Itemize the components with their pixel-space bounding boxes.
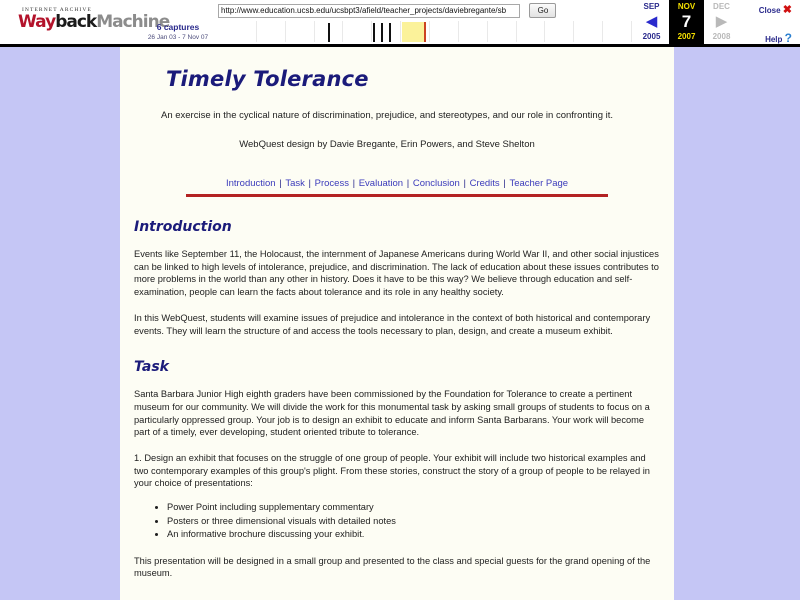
nav-link-teacher-page[interactable]: Teacher Page	[509, 178, 569, 189]
captures-date-range: 26 Jan 03 - 7 Nov 07	[147, 34, 209, 41]
capture-timeline[interactable]	[228, 21, 632, 46]
timeline-month-cell[interactable]	[228, 21, 257, 42]
introduction-paragraph-1: Events like September 11, the Holocaust, the internment of Japanese Americans during World War II, and other social injustices can be linked to high levels of intolerance, prejudice, and discrimination. The lack of education about these issues contributes to more problems in the world than any other in history. Does it have to be this way? We believe through education and self-examination, people can learn the facts about tolerance and its role in any healthy society.	[134, 249, 659, 298]
nav-separator: |	[305, 178, 314, 189]
wayback-wordmark	[18, 12, 170, 32]
close-icon[interactable]: ✖	[782, 4, 792, 16]
timeline-month-cell[interactable]	[430, 21, 459, 42]
previous-arrow-icon[interactable]: ◀	[645, 13, 658, 30]
url-input[interactable]	[218, 4, 520, 18]
previous-year-label: 2005	[642, 32, 661, 41]
nav-separator: |	[404, 178, 412, 189]
close-label: Close	[758, 6, 781, 15]
timeline-month-cell[interactable]	[574, 21, 603, 42]
wordmark-back: back	[55, 12, 97, 32]
previous-capture-nav[interactable]	[634, 0, 669, 44]
section-heading-introduction: Introduction	[134, 219, 232, 235]
introduction-paragraph-2: In this WebQuest, students will examine issues of prejudice and intolerance in the context of both historical and contemporary events. They will learn the structure of and access the tools necessary to plan, design, and create a museum exhibit.	[134, 312, 651, 336]
nav-link-process[interactable]: Process	[314, 178, 349, 189]
wordmark-machine: Machine	[96, 12, 170, 32]
task-presentation-options-list	[134, 501, 660, 542]
timeline-month-cell[interactable]	[459, 21, 488, 42]
nav-link-task[interactable]: Task	[285, 178, 305, 189]
wordmark-way: Way	[18, 12, 56, 32]
task-paragraph-1: Santa Barbara Junior High eighth graders have been commissioned by the Foundation for Tolerance to create a pertinent museum for our community. We will divide the work for this monumental task by asking small groups of students to focus on a particularly oppressed group. Your job is to design an exhibit to educate and inform Santa Barbarans. Your work will become part of a timely, ever developing, student oriented tribute to tolerance.	[134, 389, 650, 438]
nav-link-introduction[interactable]: Introduction	[225, 178, 276, 189]
help-icon[interactable]: ?	[784, 31, 792, 45]
page-subtitle: An exercise in the cyclical nature of discrimination, prejudice, and stereotypes, and our role in confronting it.	[160, 110, 613, 121]
url-bar-row	[218, 2, 556, 18]
nav-separator: |	[349, 178, 358, 189]
timeline-month-cell[interactable]	[603, 21, 632, 42]
previous-month-label: SEP	[643, 2, 660, 11]
task-paragraph-2: 1. Design an exhibit that focuses on the struggle of one group of people. Your exhibit will include two historical examples and two contemporary examples of this group's plight. From these stories, construct the story of a group of people to be relayed in your choice of presentations:	[134, 453, 650, 489]
page-title: Timely Tolerance	[166, 67, 369, 91]
next-capture-nav[interactable]	[704, 0, 739, 44]
nav-divider-rule	[186, 194, 608, 197]
close-toolbar-button[interactable]	[759, 3, 792, 16]
nav-link-conclusion[interactable]: Conclusion	[412, 178, 460, 189]
page-credit: WebQuest design by Davie Bregante, Erin Powers, and Steve Shelton	[239, 138, 535, 150]
task-trailing-paragraph: This presentation will be designed in a small group and presented to the class and special guests for the grand opening of the museum.	[134, 555, 651, 579]
help-label: Help	[765, 35, 783, 44]
wayback-machine-toolbar	[0, 0, 800, 47]
timeline-capture-tick[interactable]	[373, 23, 375, 42]
list-item: • An informative brochure discussing your exhibit.	[167, 528, 660, 542]
nav-separator: |	[276, 178, 285, 189]
nav-link-evaluation[interactable]: Evaluation	[358, 178, 404, 189]
timeline-month-cell[interactable]	[545, 21, 574, 42]
timeline-capture-tick[interactable]	[389, 23, 391, 42]
timeline-capture-tick[interactable]	[381, 23, 383, 42]
timeline-month-cell[interactable]	[343, 21, 372, 42]
captures-summary	[128, 22, 228, 43]
timeline-month-cell[interactable]	[488, 21, 517, 42]
list-item: • Power Point including supplementary commentary	[167, 501, 660, 515]
timeline-capture-tick[interactable]	[328, 23, 330, 42]
next-month-label: DEC	[713, 2, 730, 11]
timeline-month-cell[interactable]	[257, 21, 286, 42]
current-day-label: 7	[681, 12, 692, 31]
archived-page-viewport	[0, 47, 800, 600]
wayback-machine-logo[interactable]	[10, 4, 170, 42]
timeline-month-cell[interactable]	[372, 21, 401, 42]
current-year-label: 2007	[677, 32, 696, 41]
go-button[interactable]: Go	[529, 3, 556, 18]
timeline-current-capture-tick[interactable]	[424, 22, 426, 42]
internet-archive-label: INTERNET ARCHIVE	[22, 7, 92, 13]
captures-count: 6 captures	[156, 22, 200, 32]
timeline-month-cell[interactable]	[517, 21, 546, 42]
list-item: • Posters or three dimensional visuals with detailed notes	[167, 515, 660, 529]
date-navigation	[634, 0, 744, 44]
document-content-area	[120, 47, 674, 600]
current-capture-date[interactable]	[669, 0, 704, 44]
section-nav[interactable]	[154, 178, 640, 189]
help-button[interactable]	[765, 31, 792, 45]
timeline-selected-highlight	[402, 22, 426, 42]
timeline-month-cell[interactable]	[286, 21, 315, 42]
section-heading-task: Task	[134, 359, 169, 376]
next-arrow-icon[interactable]: ▶	[715, 13, 728, 30]
nav-link-credits[interactable]: Credits	[469, 178, 500, 189]
nav-separator: |	[500, 178, 509, 189]
current-month-label: NOV	[677, 2, 696, 11]
next-year-label: 2008	[712, 32, 731, 41]
nav-separator: |	[460, 178, 469, 189]
